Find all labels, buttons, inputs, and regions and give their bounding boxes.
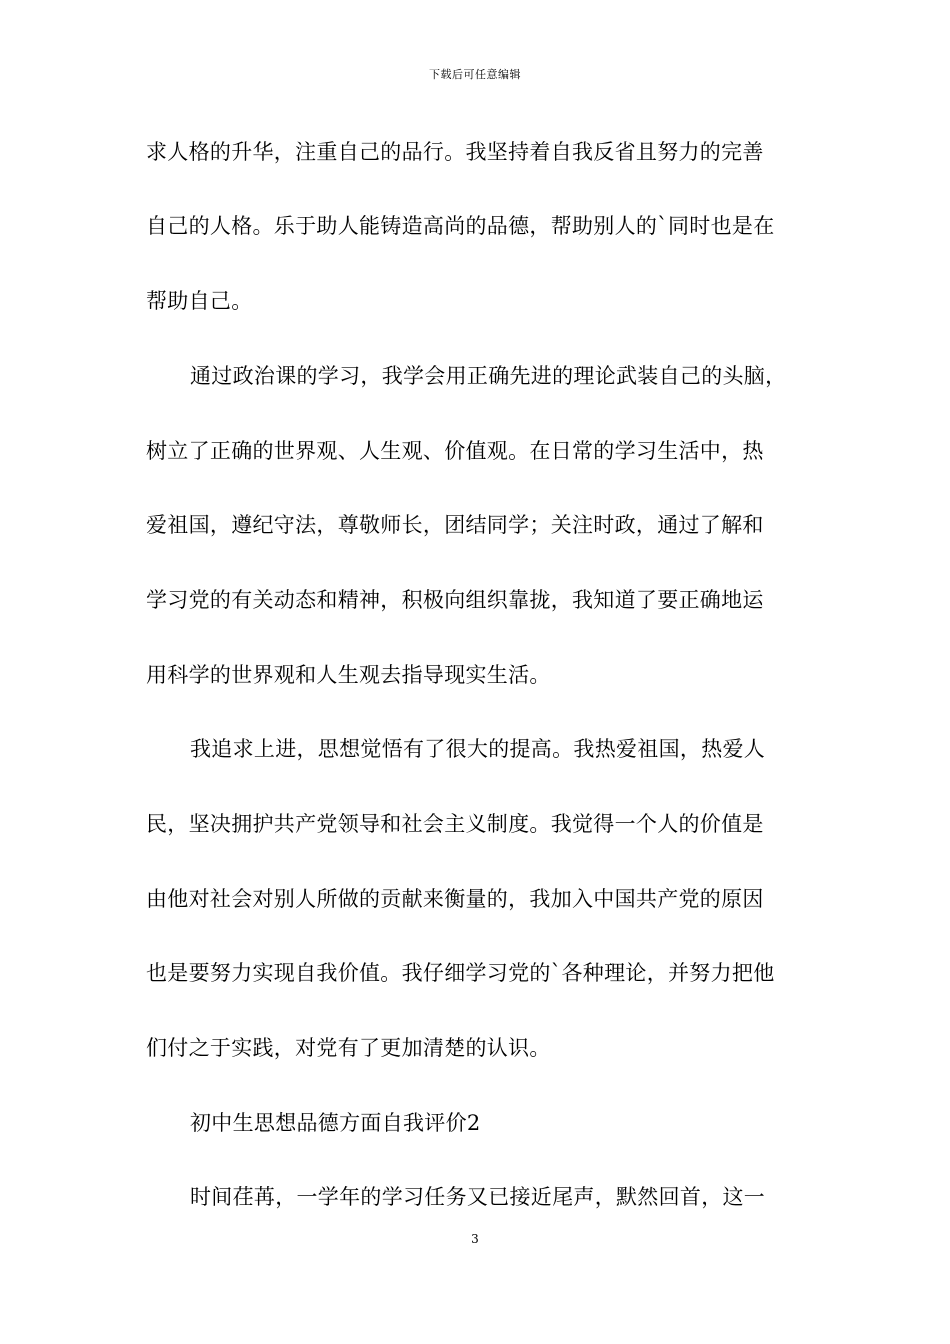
text-line: 时间荏苒，一学年的学习任务又已接近尾声，默然回首，这一	[190, 1185, 766, 1209]
section-heading: 初中生思想品德方面自我评价2	[190, 1111, 481, 1135]
text-line: 我追求上进，思想觉悟有了很大的提高。我热爱祖国，热爱人	[190, 737, 766, 761]
page-number: 3	[471, 1232, 479, 1246]
text-line: 帮助自己。	[146, 289, 253, 313]
text-line: 自己的人格。乐于助人能铸造高尚的品德，帮助别人的`同时也是在	[146, 214, 775, 238]
text-line: 们付之于实践，对党有了更加清楚的认识。	[146, 1036, 551, 1060]
text-line: 用科学的世界观和人生观去指导现实生活。	[146, 663, 551, 687]
header-note: 下载后可任意编辑	[429, 68, 521, 81]
text-line: 由他对社会对别人所做的贡献来衡量的，我加入中国共产党的原因	[146, 887, 764, 911]
text-line: 爱祖国，遵纪守法，尊敬师长，团结同学；关注时政，通过了解和	[146, 513, 764, 537]
text-line: 求人格的升华，注重自己的品行。我坚持着自我反省且努力的完善	[146, 140, 764, 164]
text-line: 通过政治课的学习，我学会用正确先进的理论武装自己的头脑，	[190, 364, 787, 388]
text-line: 民，坚决拥护共产党领导和社会主义制度。我觉得一个人的价值是	[146, 812, 764, 836]
text-line: 学习党的有关动态和精神，积极向组织靠拢，我知道了要正确地运	[146, 588, 764, 612]
text-line: 也是要努力实现自我价值。我仔细学习党的`各种理论，并努力把他	[146, 961, 775, 985]
text-line: 树立了正确的世界观、人生观、价值观。在日常的学习生活中，热	[146, 439, 764, 463]
